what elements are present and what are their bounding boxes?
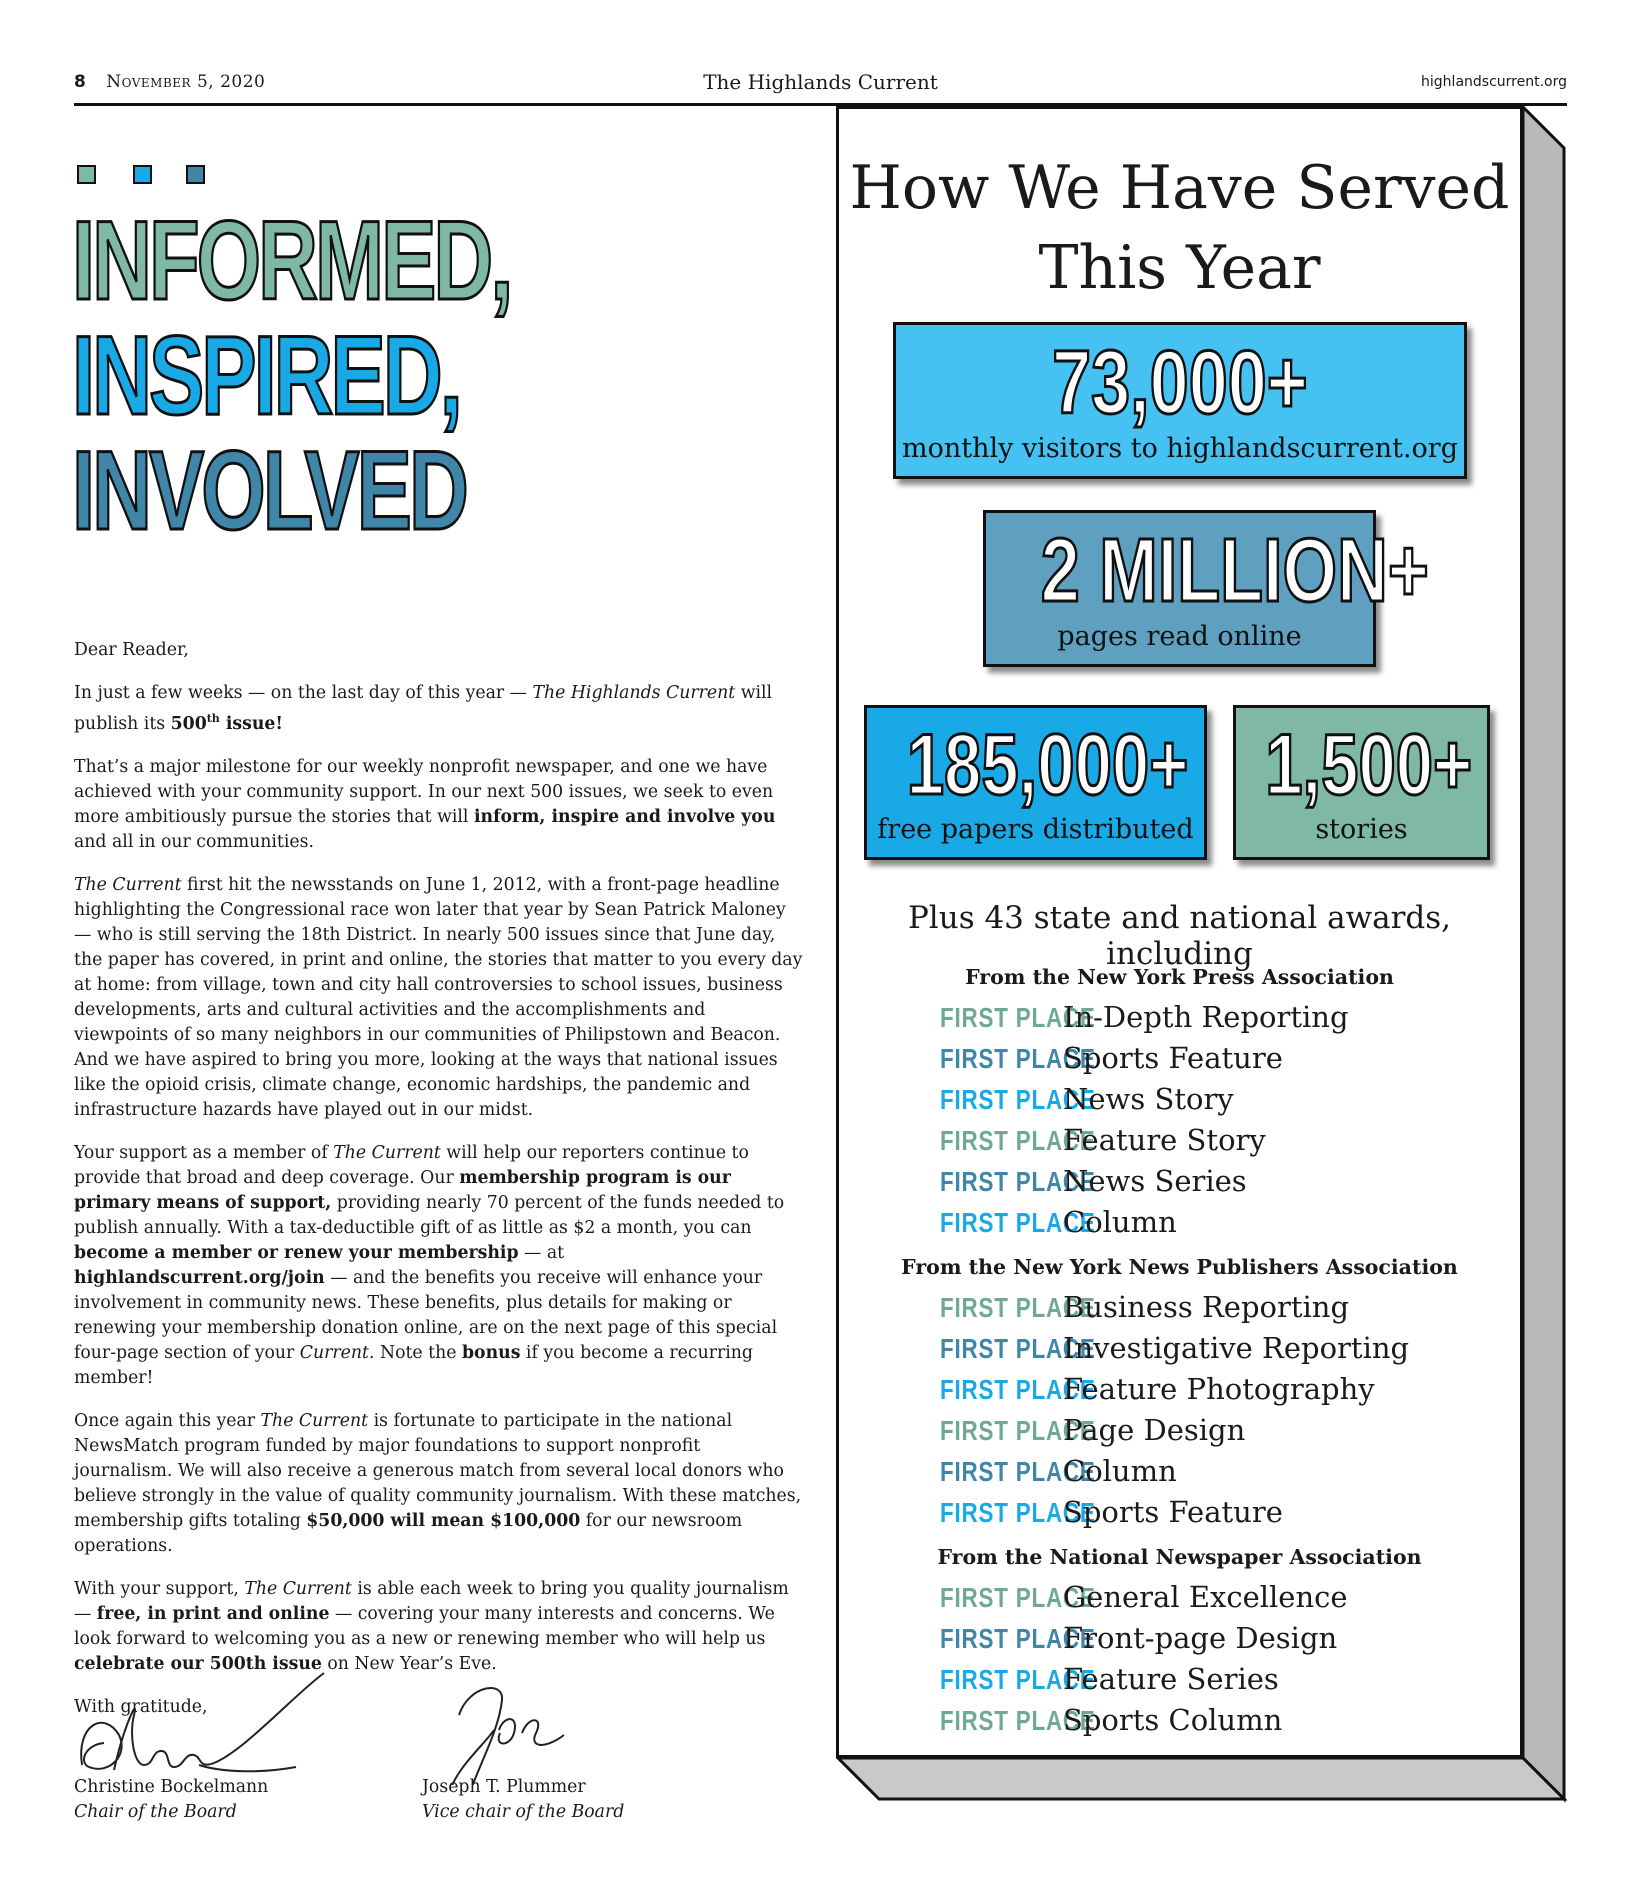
box-title: How We Have Served This Year xyxy=(849,153,1510,303)
award-item: FIRST PLACEPage Design xyxy=(940,1413,1246,1447)
stat-papers-distributed xyxy=(864,705,1207,860)
signer-1 xyxy=(74,1775,268,1825)
page-number: 8 xyxy=(74,72,87,92)
stat-label: monthly visitors to highlandscurrent.org xyxy=(901,433,1458,464)
stat-value: 73,000+ xyxy=(1052,333,1308,433)
award-item: FIRST PLACEFeature Story xyxy=(940,1123,1266,1157)
stat-value: 1,500+ xyxy=(1265,717,1473,813)
website-url: highlandscurrent.org xyxy=(1421,74,1567,90)
signature-joe xyxy=(448,1688,564,1785)
stat-value: 2 MILLION+ xyxy=(1040,521,1429,621)
issue-date: November 5, 2020 xyxy=(106,72,266,92)
award-item: FIRST PLACEFeature Series xyxy=(940,1662,1279,1696)
award-group-heading: From the New York News Publishers Association xyxy=(901,1255,1458,1279)
letter-closing: With gratitude, xyxy=(74,1696,208,1717)
signature-christine xyxy=(81,1673,324,1771)
signer-title: Vice chair of the Board xyxy=(422,1802,625,1822)
page-header xyxy=(74,70,1567,98)
headline-involved: INVOLVED xyxy=(72,428,466,553)
signer-name: Joseph T. Plummer xyxy=(422,1777,586,1797)
stat-label: stories xyxy=(1315,814,1408,845)
awards-intro: Plus 43 state and national awards, including xyxy=(907,900,1452,972)
letter-paragraph-2: That’s a major milestone for our weekly nonprofit newspaper, and one we have achieved with your community support. In our next 500 issues, we seek to even more ambitiously pursue the stories that will inform, inspire and involve you and all in our communities. xyxy=(74,756,776,852)
award-item: FIRST PLACESports Feature xyxy=(940,1041,1283,1075)
stat-pages-read xyxy=(983,510,1429,667)
green-square-icon xyxy=(77,165,96,184)
stat-monthly-visitors xyxy=(893,322,1467,479)
award-item: FIRST PLACEColumn xyxy=(940,1205,1177,1239)
join-link[interactable]: highlandscurrent.org/join xyxy=(74,1267,325,1288)
stat-label: pages read online xyxy=(1057,621,1302,652)
signer-2 xyxy=(422,1775,624,1825)
award-item: FIRST PLACEFront-page Design xyxy=(940,1621,1338,1655)
letter-paragraph-4: Your support as a member of The Current will help our reporters continue to provide that broad and deep coverage. Our membership program is our primary means of support, providing nearly 70 percent of the funds needed to publish annually. With a tax-deductible gift of as little as $2 a month, you can become a member or renew your membership — at highlandscurrent.org/join — and the benefits you receive will enhance your involvement in community news. These benefits, plus details for making or renewing your membership donation online, are on the next page of this special four-page section of your Current. Note the bonus if you become a recurring member! xyxy=(74,1142,785,1388)
award-item: FIRST PLACESports Column xyxy=(940,1703,1283,1737)
award-item: FIRST PLACESports Feature xyxy=(940,1495,1283,1529)
award-item: FIRST PLACEIn-Depth Reporting xyxy=(940,1000,1349,1034)
signer-name: Christine Bockelmann xyxy=(74,1777,269,1797)
stat-stories xyxy=(1233,705,1490,860)
headline xyxy=(72,198,632,553)
award-item: FIRST PLACEInvestigative Reporting xyxy=(940,1331,1410,1365)
paper-name: The Highlands Current xyxy=(703,70,938,94)
award-item: FIRST PLACENews Story xyxy=(940,1082,1234,1116)
award-item: FIRST PLACEGeneral Excellence xyxy=(940,1580,1348,1614)
signer-title: Chair of the Board xyxy=(74,1802,237,1822)
award-group-heading: From the National Newspaper Association xyxy=(937,1545,1422,1569)
letter-paragraph-6: With your support, The Current is able each week to bring you quality journalism — free, in print and online — covering your many interests and concerns. We look forward to welcoming you as a new or renewing member who will help us celebrate our 500th issue on New Year’s Eve. xyxy=(74,1578,789,1674)
letter-greeting: Dear Reader, xyxy=(74,640,189,660)
letter-paragraph-3: The Current first hit the newsstands on June 1, 2012, with a front-page headline highlighting the Congressional race won later that year by Sean Patrick Maloney — who is still serving the 18th District. In nearly 500 issues since that June day, the paper has covered, in print and online, the stories that matter to you every day at home: from village, town and city hall controversies to school issues, business developments, arts and cultural activities and the accomplishments and viewpoints of so many neighbors in our communities of Philipstown and Beacon. And we have aspired to bring you more, looking at the ways that national issues like the opioid crisis, climate change, economic hardships, the pandemic and infrastructure hazards have played out in our midst. xyxy=(74,874,803,1120)
letter-paragraph-1: In just a few weeks — on the last day of this year — The Highlands Current will publish its 500th issue! xyxy=(74,683,773,734)
award-item: FIRST PLACENews Series xyxy=(940,1164,1247,1198)
award-group-heading: From the New York Press Association xyxy=(965,965,1394,989)
letter-paragraph-5: Once again this year The Current is fortunate to participate in the national NewsMatch program funded by major foundations to support nonprofit journalism. We will also receive a generous match from several local donors who believe strongly in the value of quality community journalism. With these matches, membership gifts totaling $50,000 will mean $100,000 for our newsroom operations. xyxy=(74,1410,802,1556)
award-item: FIRST PLACEBusiness Reporting xyxy=(940,1290,1350,1324)
stat-label: free papers distributed xyxy=(877,814,1194,845)
stat-value: 185,000+ xyxy=(906,717,1189,813)
letter-body xyxy=(74,638,804,1738)
signature-images xyxy=(74,1655,774,1785)
teal-square-icon xyxy=(186,165,205,184)
headline-informed: INFORMED, xyxy=(72,198,511,323)
award-item: FIRST PLACEColumn xyxy=(940,1454,1177,1488)
headline-inspired: INSPIRED, xyxy=(72,313,460,438)
blue-square-icon xyxy=(133,165,152,184)
signatures xyxy=(74,1655,774,1835)
award-item: FIRST PLACEFeature Photography xyxy=(940,1372,1375,1406)
